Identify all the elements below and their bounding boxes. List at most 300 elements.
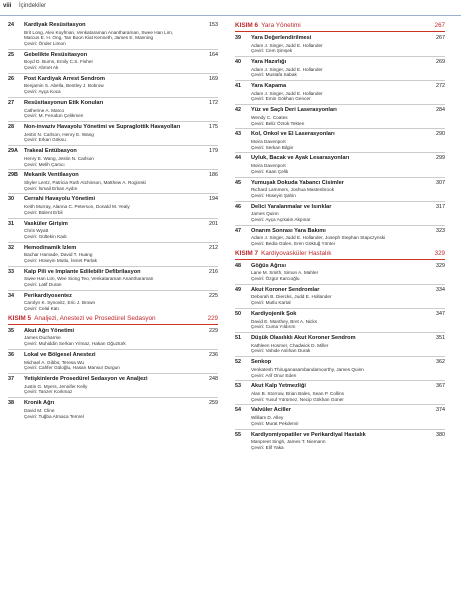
chapter-title: Yara Kapama (251, 83, 287, 90)
chapter-translator: Çeviri: Erkan Göksu (24, 137, 66, 143)
chapter-title: Resüsitasyonun Etik Konuları (24, 100, 104, 107)
chapter-title: Kol, Önkol ve El Laserasyonları (251, 131, 335, 138)
chapter-translator: Çeviri: Bedia Gülen, Eren Göktuğ Yöntei (251, 241, 335, 247)
chapter-page: 351 (436, 335, 445, 342)
part-heading-5[interactable] (8, 315, 218, 325)
entry-body (24, 269, 218, 288)
entry-title-row (251, 59, 445, 67)
toc-entry[interactable] (8, 352, 218, 371)
chapter-translator: Çeviri: Hüseyin Şahin (251, 192, 296, 198)
chapter-title: Yüz ve Saçlı Deri Laserasyonları (251, 107, 337, 114)
chapter-authors: Brit Long, Alex Koyfman, Venkataraman Anantharaman, Swee Han Lim, (24, 29, 174, 35)
chapter-number: 32 (8, 244, 14, 251)
toc-entry[interactable] (8, 221, 218, 240)
entry-divider (235, 152, 445, 153)
entry-body (24, 124, 218, 143)
chapter-translator: Çeviri: Özgür Karcıoğlu (251, 276, 300, 282)
entry-divider (235, 225, 445, 226)
entry-body (24, 400, 218, 419)
toc-entry[interactable] (235, 311, 445, 330)
toc-entry[interactable] (8, 269, 218, 288)
chapter-number: 31 (8, 220, 14, 227)
chapter-translator: Çeviri: Kaan Çelik (251, 168, 289, 174)
entry-title-row (251, 180, 445, 188)
chapter-number: 39 (235, 35, 241, 41)
chapter-authors: Jestin N. Carlson, Henry E. Wang (24, 131, 94, 137)
chapter-translator: Çeviri: Bülent Erbil (24, 209, 63, 215)
chapter-page: 272 (436, 83, 445, 90)
chapter-authors: James Ducharme (24, 335, 61, 341)
entry-title-row (251, 35, 445, 43)
toc-entry[interactable] (235, 383, 445, 402)
entry-body (251, 432, 445, 451)
chapter-page: 248 (209, 376, 218, 383)
part-title: Kardiyovasküler Hastalık (261, 249, 332, 257)
toc-entry[interactable] (235, 155, 445, 174)
chapter-authors: Keith Murray, Alanna C. Peterson, Donald M. Yealy (24, 203, 130, 209)
entry-title-row (24, 376, 218, 384)
toc-entry[interactable] (235, 204, 445, 223)
chapter-translator: Çeviri: Elif Yaka (251, 444, 284, 450)
entry-divider (8, 349, 218, 350)
chapter-translator: Çeviri: Ayça Açıkalın Akpınar (251, 216, 311, 222)
chapter-translator: Çeviri: İsmail Erkan Aydın (24, 185, 78, 191)
chapter-number: 51 (235, 335, 241, 342)
toc-entry[interactable] (8, 328, 218, 347)
entry-divider (235, 332, 445, 333)
chapter-number: 53 (235, 383, 241, 390)
chapter-title: Perikardiyosentez (24, 292, 72, 299)
entry-divider (8, 49, 218, 50)
toc-entry[interactable] (235, 432, 445, 451)
entry-title-row (251, 311, 445, 319)
entry-divider (8, 73, 218, 74)
entry-body (251, 383, 445, 402)
chapter-authors: Kathleen Hosmer, Chadwick D. Miller (251, 342, 329, 348)
toc-entry[interactable] (235, 335, 445, 354)
chapter-page: 299 (436, 155, 445, 162)
toc-entry[interactable] (8, 400, 218, 419)
toc-column-left (8, 22, 218, 419)
chapter-authors: Chris Wyatt (24, 228, 49, 234)
chapter-page: 317 (436, 203, 445, 210)
entry-body (24, 245, 218, 264)
chapter-number: 44 (235, 155, 241, 162)
chapter-authors: William D. Alley (251, 414, 284, 420)
toc-entry[interactable] (8, 196, 218, 215)
toc-entry[interactable] (8, 76, 218, 95)
chapter-title: Akut Koroner Sendromlar (251, 286, 320, 293)
toc-entry[interactable] (235, 83, 445, 102)
chapter-number: 25 (8, 51, 14, 58)
toc-entry[interactable] (235, 407, 445, 426)
chapter-page: 164 (209, 51, 218, 58)
entry-title-row (251, 335, 445, 343)
chapter-authors: Carolyn K. Synovitz, Eric J. Brown (24, 300, 96, 306)
toc-entry[interactable] (235, 359, 445, 378)
chapter-page: 347 (436, 311, 445, 318)
entry-divider (235, 308, 445, 309)
section-title: İçindekiler (19, 3, 47, 9)
entry-divider (8, 218, 218, 219)
chapter-title: Trakeal Entübasyon (24, 148, 77, 155)
entry-body (251, 407, 445, 426)
toc-entry[interactable] (235, 131, 445, 150)
entry-body (251, 59, 445, 78)
entry-title-row (251, 359, 445, 367)
chapter-authors: Venkatesh Thiruganasambandamoorthy, James Quinn (251, 366, 364, 372)
chapter-title: Akut Kalp Yetmezliği (251, 383, 306, 390)
chapter-title: Akut Ağrı Yönetimi (24, 327, 75, 334)
toc-entry[interactable] (235, 107, 445, 126)
chapter-translator: Çeviri: Gültekin Kadı (24, 233, 67, 239)
chapter-title: Uyluk, Bacak ve Ayak Lesarasyonları (251, 155, 350, 162)
chapter-authors: Lane M. Smith, Simon A. Mahler (251, 270, 319, 276)
chapter-translator: Çeviri: Cem Şimşek (251, 48, 293, 54)
chapter-authors: Adam J. Singer, Judd E. Hollander (251, 90, 323, 96)
chapter-translator: Çeviri: Mustafa Sabak (251, 72, 297, 78)
entry-body (251, 180, 445, 199)
entry-title-row (24, 245, 218, 253)
entry-body (251, 311, 445, 330)
entry-title-row (251, 204, 445, 212)
entry-title-row (251, 228, 445, 236)
toc-entry[interactable] (8, 172, 218, 191)
chapter-page: 212 (209, 244, 218, 251)
chapter-page: 172 (209, 100, 218, 107)
chapter-translator: Çeviri: Mutlu Kartal (251, 300, 291, 306)
entry-body (24, 148, 218, 167)
chapter-title: Hemodinamik İzlem (24, 244, 77, 251)
entry-body (24, 172, 218, 191)
chapter-authors: Henry E. Wang, Jestin N. Carlson (24, 155, 94, 161)
entry-title-row (251, 131, 445, 139)
toc-entry[interactable] (8, 124, 218, 143)
chapter-translator: Çeviri: Melih Çamcı (24, 161, 65, 167)
header-rule (0, 15, 461, 16)
part-page: 329 (434, 249, 445, 257)
chapter-page: 229 (209, 327, 218, 334)
entry-title-row (24, 52, 218, 60)
entry-title-row (251, 383, 445, 391)
entry-title-row (251, 155, 445, 163)
chapter-page: 225 (209, 292, 218, 299)
entry-divider (8, 145, 218, 146)
entry-body (251, 204, 445, 223)
left-entries-after (8, 328, 218, 419)
entry-divider (8, 266, 218, 267)
toc-column-right (235, 22, 445, 451)
chapter-page: 186 (209, 172, 218, 179)
chapter-title: Kalp Pili ve İmplante Edilebilir Defibrilasyon (24, 268, 141, 275)
entry-title-row (251, 83, 445, 91)
entry-body (251, 359, 445, 378)
chapter-title: Lokal ve Bölgesel Anestezi (24, 352, 96, 359)
entry-title-row (24, 196, 218, 204)
chapter-page: 380 (436, 431, 445, 438)
part-heading-7[interactable] (235, 250, 445, 260)
chapter-authors: Moira Davenport (251, 162, 286, 168)
chapter-authors: James Quinn (251, 211, 279, 217)
entry-body (251, 228, 445, 247)
chapter-title: Yumuşak Dokuda Yabancı Cisimler (251, 179, 344, 186)
entry-divider (235, 104, 445, 105)
entry-title-row (24, 293, 218, 301)
chapter-translator: Çeviri: Önder Limon (24, 41, 66, 47)
entry-divider (8, 193, 218, 194)
chapter-authors: Wendy C. Coates (251, 114, 288, 120)
chapter-page: 334 (436, 286, 445, 293)
chapter-number: 29B (8, 172, 18, 179)
toc-entry[interactable] (8, 52, 218, 71)
toc-entry[interactable] (235, 59, 445, 78)
chapter-title: Valvüler Aciller (251, 407, 291, 414)
chapter-page: 175 (209, 124, 218, 131)
running-head (3, 3, 46, 13)
entry-title-row (24, 148, 218, 156)
chapter-authors: Deborah B. Diercks, Judd E. Hollander (251, 294, 332, 300)
entry-body (251, 107, 445, 126)
entry-title-row (24, 269, 218, 277)
entry-body (24, 328, 218, 347)
entry-body (251, 287, 445, 306)
entry-title-row (251, 263, 445, 271)
entry-divider (8, 169, 218, 170)
chapter-page: 267 (436, 35, 445, 41)
chapter-page: 216 (209, 268, 218, 275)
part-page: 229 (207, 314, 218, 322)
chapter-number: 41 (235, 83, 241, 90)
chapter-number: 55 (235, 431, 241, 438)
right-entries-before (235, 35, 445, 247)
chapter-translator: Çeviri: Muhiddin Serkan Yılmaz, Hakan Oğuztürk (24, 341, 126, 347)
entry-divider (235, 356, 445, 357)
chapter-number: 24 (8, 22, 14, 28)
entry-divider (235, 177, 445, 178)
toc-entry[interactable] (8, 376, 218, 395)
entry-title-row (251, 287, 445, 295)
chapter-authors: Benjamin S. Abella, Bentley J. Bobrow (24, 83, 104, 89)
entry-body (24, 221, 218, 240)
chapter-number: 28 (8, 124, 14, 131)
toc-entry[interactable] (235, 263, 445, 282)
chapter-title: Onarım Sonrası Yara Bakımı (251, 227, 326, 234)
chapter-title: Senkop (251, 359, 272, 366)
chapter-number: 40 (235, 59, 241, 66)
part-heading-6[interactable] (235, 22, 445, 32)
toc-entry[interactable] (235, 228, 445, 247)
entry-divider (235, 380, 445, 381)
entry-title-row (24, 76, 218, 84)
chapter-number: 45 (235, 179, 241, 186)
chapter-authors: Manpreet Singh, James T. Niemann (251, 439, 326, 444)
entry-divider (8, 397, 218, 398)
chapter-page: 374 (436, 407, 445, 414)
entry-divider (235, 429, 445, 430)
chapter-number: 33 (8, 268, 14, 275)
entry-divider (8, 242, 218, 243)
chapter-authors: Adam J. Singer, Judd E. Hollander (251, 66, 323, 72)
entry-divider (8, 97, 218, 98)
chapter-authors: Richard Lammers, Joshua Mastenbrook (251, 187, 335, 193)
entry-title-row (24, 100, 218, 108)
chapter-number: 47 (235, 227, 241, 234)
chapter-authors: Adam J. Singer, Judd E. Hollander, Joseph Stephan Stapczynski (251, 235, 386, 241)
entry-body (24, 22, 218, 47)
toc-entry[interactable] (8, 100, 218, 119)
entry-body (24, 196, 218, 215)
chapter-number: 42 (235, 107, 241, 114)
chapter-translator: Çeviri: Tanzer Korkmaz (24, 389, 73, 395)
chapter-translator: Çeviri: Arif Onur Eden (251, 372, 297, 378)
chapter-number: 29A (8, 148, 18, 155)
entry-divider (8, 121, 218, 122)
chapter-title: Düşük Olasılıklı Akut Koroner Sendrom (251, 335, 356, 342)
chapter-number: 52 (235, 359, 241, 366)
left-entries-before (8, 22, 218, 312)
page-number: viii (3, 3, 12, 9)
entry-divider (235, 128, 445, 129)
entry-title-row (24, 352, 218, 360)
chapter-title: Post Kardiyak Arrest Sendrom (24, 75, 105, 82)
entry-divider (8, 373, 218, 374)
entry-body (24, 76, 218, 95)
chapter-authors: Michael A. Gibbs, Teresa Wu (24, 359, 85, 365)
chapter-number: 26 (8, 75, 14, 82)
entry-body (24, 100, 218, 119)
chapter-page: 153 (209, 22, 218, 28)
toc-entry[interactable] (8, 245, 218, 264)
entry-title-row (24, 124, 218, 132)
chapter-authors: Marcus E. H. Ong, Tan Boon Kiat Kenneth, James E. Manning (24, 35, 154, 41)
chapter-authors: Moira Davenport (251, 138, 286, 144)
entry-body (251, 335, 445, 354)
chapter-translator: Çeviri: M. Ferudun Çelikmen (24, 113, 84, 119)
chapter-page: 323 (436, 227, 445, 234)
entry-body (251, 263, 445, 282)
entry-title-row (24, 172, 218, 180)
entry-title-row (24, 221, 218, 229)
chapter-translator: Çeviri: Ahmet Ak (24, 65, 59, 71)
toc-entry[interactable] (8, 293, 218, 312)
part-title: Analjezi, Anestezi ve Prosedürel Sedasyon (34, 314, 156, 322)
chapter-authors: Alan B. Storrow, Brian Bales, Sean P. Collins (251, 390, 344, 396)
chapter-number: 36 (8, 352, 14, 359)
chapter-page: 307 (436, 179, 445, 186)
toc-entry[interactable] (235, 287, 445, 306)
chapter-title: Cerrahi Havayolu Yönetimi (24, 196, 96, 203)
chapter-translator: Çeviri: Vahide Aslıhan Durak (251, 348, 311, 354)
chapter-title: Kronik Ağrı (24, 400, 55, 407)
chapter-translator: Çeviri: Yusuf Yürümez, Necip Gökhan Güner (251, 396, 344, 402)
chapter-translator: Çeviri: Tuğba Atmaca Temrel (24, 413, 84, 419)
chapter-authors: Skyler Lentz, Patricia Ruth Atchinson, Matthew A. Roginski (24, 179, 146, 185)
chapter-title: Göğüs Ağrısı (251, 262, 286, 269)
chapter-page: 169 (209, 75, 218, 82)
chapter-authors: Bachar Hamade, David T. Huang (24, 252, 93, 258)
entry-title-row (251, 432, 445, 440)
entry-title-row (24, 328, 218, 336)
chapter-title: Non-invaziv Havayolu Yönetimi ve Supraglottik Havayolları (24, 124, 181, 131)
chapter-page: 179 (209, 148, 218, 155)
chapter-number: 34 (8, 292, 14, 299)
entry-body (24, 352, 218, 371)
chapter-authors: Adam J. Singer, Judd E. Hollander (251, 42, 323, 48)
toc-entry[interactable] (235, 35, 445, 54)
chapter-authors: David E. Manthey, Bret A. Nicks (251, 318, 318, 324)
entry-title-row (24, 22, 218, 30)
entry-body (24, 52, 218, 71)
chapter-number: 43 (235, 131, 241, 138)
toc-entry[interactable] (8, 22, 218, 47)
chapter-authors: Catherine A. Marco (24, 107, 65, 113)
chapter-title: Gebelikte Resüsitasyon (24, 51, 88, 58)
chapter-page: 329 (436, 262, 445, 269)
entry-title-row (251, 407, 445, 415)
entry-divider (235, 80, 445, 81)
entry-title-row (251, 107, 445, 115)
chapter-number: 30 (8, 196, 14, 203)
chapter-page: 194 (209, 196, 218, 203)
toc-entry[interactable] (8, 148, 218, 167)
entry-body (251, 155, 445, 174)
chapter-page: 367 (436, 383, 445, 390)
toc-entry[interactable] (235, 180, 445, 199)
chapter-authors: David M. Cline (24, 407, 55, 413)
chapter-translator: Çeviri: Latif Duran (24, 282, 62, 288)
chapter-page: 236 (209, 352, 218, 359)
entry-divider (235, 404, 445, 405)
chapter-translator: Çeviri: Emin Gökhan Gencer (251, 96, 311, 102)
chapter-number: 35 (8, 327, 14, 334)
part-label: KISIM 6 (235, 22, 259, 29)
entry-divider (235, 56, 445, 57)
chapter-title: Kardiyak Resüsitasyon (24, 22, 86, 28)
chapter-authors: Boyd D. Burns, Emily C.S. Fisher (24, 59, 94, 65)
chapter-translator: Çeviri: Celal Katı (24, 306, 59, 312)
chapter-page: 284 (436, 107, 445, 114)
entry-body (24, 293, 218, 312)
chapter-translator: Çeviri: Serkan Bilgin (251, 144, 294, 150)
entry-divider (8, 290, 218, 291)
chapter-title: Mekanik Ventilasyon (24, 172, 79, 179)
part-page: 267 (434, 22, 445, 29)
chapter-page: 269 (436, 59, 445, 66)
part-label: KISIM 5 (8, 314, 32, 322)
entry-body (251, 131, 445, 150)
chapter-title: Yetişkinlerde Prosedürel Sedasyon ve Analjezi (24, 376, 148, 383)
entry-body (24, 376, 218, 395)
right-entries-after (235, 263, 445, 451)
chapter-title: Kardiyomiyopatiler ve Perikardiyal Hastalık (251, 431, 366, 438)
chapter-authors: Swee Han Lim, Wee Siong Teo, Venkataraman Anantharaman (24, 276, 154, 282)
chapter-title: Vasküler Girişim (24, 220, 68, 227)
entry-title-row (24, 400, 218, 408)
chapter-translator: Çeviri: Cuma Yıldırım (251, 324, 296, 330)
chapter-number: 54 (235, 407, 241, 414)
chapter-title: Yara Hazırlığı (251, 59, 287, 66)
chapter-page: 290 (436, 131, 445, 138)
chapter-translator: Çeviri: Ayça Koca (24, 89, 61, 95)
chapter-number: 46 (235, 203, 241, 210)
chapter-title: Kardiyojenik Şok (251, 311, 297, 318)
chapter-number: 50 (235, 311, 241, 318)
chapter-authors: Justin G. Myers, Jennifer Kelly (24, 383, 88, 389)
chapter-page: 259 (209, 400, 218, 407)
part-label: KISIM 7 (235, 249, 259, 257)
chapter-page: 201 (209, 220, 218, 227)
chapter-page: 362 (436, 359, 445, 366)
